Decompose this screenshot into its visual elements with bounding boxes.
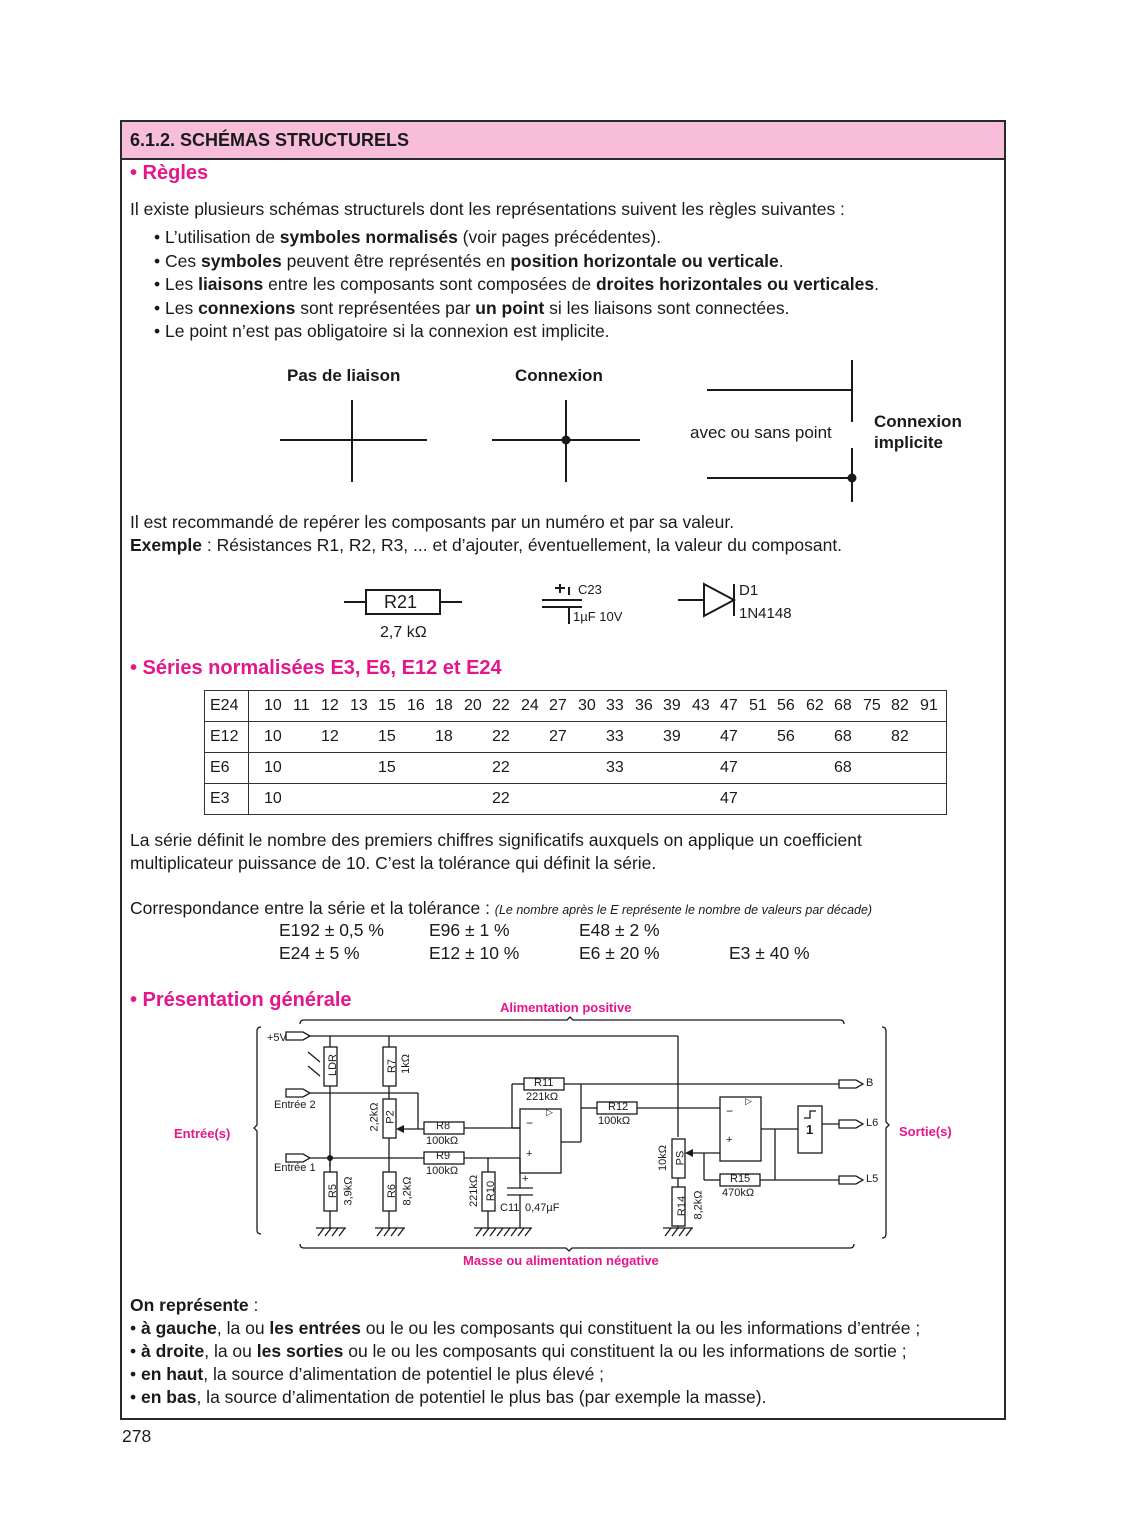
label-r7-value: 1kΩ	[399, 1054, 412, 1074]
label-input-1: Entrée 1	[274, 1162, 316, 1174]
label-r14: R14	[676, 1195, 689, 1217]
represente-item: • en haut, la source d’alimentation de potentiel le plus élevé ;	[130, 1364, 605, 1384]
ground-icon	[375, 1228, 405, 1236]
light-arrows-icon	[308, 1052, 320, 1076]
capacitor-value: 1µF 10V	[573, 609, 623, 624]
label-r11: R11	[534, 1077, 554, 1089]
regles-intro: Il existe plusieurs schémas structurels dont les représentations suivent les règles suivantes :	[130, 199, 845, 219]
series-name: E6	[205, 753, 249, 784]
heading-regles: • Règles	[130, 162, 209, 184]
series-values: 10 12 15 18 22 27 33 39 47 56 68 82	[249, 722, 947, 753]
label-r10-value: 221kΩ	[468, 1174, 481, 1208]
label-output-l6: L6	[866, 1117, 879, 1129]
represente-item: • à droite, la ou les sorties ou le ou les composants qui constituent la ou les informations de sortie ;	[130, 1341, 907, 1361]
label-p2: P2	[384, 1110, 397, 1124]
brace-top	[300, 1017, 844, 1024]
label-ldr: LDR	[327, 1053, 340, 1077]
heading-series: • Séries normalisées E3, E6, E12 et E24	[130, 657, 502, 679]
tolerance: E12 ± 10 %	[429, 943, 520, 963]
label-r15-value: 470kΩ	[722, 1187, 755, 1199]
label-inputs: Entrée(s)	[174, 1126, 231, 1141]
label-supply: +5V	[267, 1032, 287, 1044]
diode-name: D1	[739, 582, 759, 599]
table-row	[205, 784, 947, 815]
table-row	[205, 691, 947, 722]
tolerance: E96 ± 1 %	[429, 920, 510, 940]
opamp1-plus: +	[526, 1148, 533, 1160]
diode-ref: 1N4148	[739, 605, 792, 622]
regles-bullet: • Ces symboles peuvent être représentés en position horizontale ou verticale.	[154, 250, 784, 271]
series-explain-1: La série définit le nombre des premiers chiffres significatifs auxquels on applique un coefficient	[130, 830, 862, 850]
series-correspondence: Correspondance entre la série et la tolérance : (Le nombre après le E représente le nombre de valeurs par décade)	[130, 898, 873, 918]
label-implicit-2: implicite	[874, 433, 943, 452]
label-r5: R5	[327, 1183, 340, 1199]
table-row	[205, 753, 947, 784]
label-r5-value: 3,9kΩ	[342, 1176, 355, 1206]
label-r9-value: 100kΩ	[426, 1165, 459, 1177]
series-table	[204, 690, 947, 815]
label-r15: R15	[730, 1173, 751, 1185]
regles-bullet: • L’utilisation de symboles normalisés (voir pages précédentes).	[154, 227, 662, 247]
opamp1-minus: −	[526, 1116, 534, 1130]
regles-bullet: • Les liaisons entre les composants sont composées de droites horizontales ou verticales.	[154, 274, 879, 294]
ground-icon	[316, 1228, 346, 1236]
label-output-b: B	[866, 1077, 874, 1089]
opamp1-symbol-icon: ▷	[546, 1107, 553, 1117]
tolerance: E3 ± 40 %	[729, 943, 810, 963]
label-output-l5: L5	[866, 1173, 879, 1185]
no-link-cross-icon	[280, 400, 427, 482]
label-p2-value: 2,2kΩ	[368, 1102, 381, 1132]
tolerance: E6 ± 20 %	[579, 943, 660, 963]
label-connection: Connexion	[515, 366, 603, 385]
opamp2-symbol-icon: ▷	[745, 1096, 752, 1106]
section-title: 6.1.2. SCHÉMAS STRUCTURELS	[130, 130, 410, 150]
component-examples	[122, 577, 1004, 657]
section-frame	[120, 120, 1006, 1420]
example-text: Exemple : Résistances R1, R2, R3, ... et d’ajouter, éventuellement, la valeur du composant.	[130, 535, 843, 555]
table-row	[205, 722, 947, 753]
label-c11-plus: +	[522, 1173, 529, 1185]
series-values: 10 15 22 33 47 68	[249, 753, 947, 784]
represente-item: • en bas, la source d’alimentation de potentiel le plus bas (par exemple la masse).	[130, 1387, 767, 1407]
label-c11-value: 0,47µF	[525, 1202, 560, 1214]
tolerance: E192 ± 0,5 %	[279, 920, 384, 940]
resistor-name: R21	[384, 592, 418, 612]
series-name: E3	[205, 784, 249, 815]
label-r6-value: 8,2kΩ	[401, 1176, 414, 1206]
tolerance: E24 ± 5 %	[279, 943, 360, 963]
circuit-diagram	[122, 122, 1004, 382]
heading-presentation: • Présentation générale	[130, 989, 352, 1011]
label-r12-value: 100kΩ	[598, 1115, 631, 1127]
series-name: E24	[205, 691, 249, 722]
capacitor-name: C23	[578, 582, 602, 597]
label-no-link: Pas de liaison	[287, 366, 401, 385]
label-r8-value: 100kΩ	[426, 1135, 459, 1147]
brace-right	[882, 1027, 889, 1238]
regles-bullet: • Le point n’est pas obligatoire si la connexion est implicite.	[154, 321, 610, 341]
brace-left	[254, 1027, 261, 1234]
label-r8: R8	[436, 1120, 451, 1132]
on-represente-title: On représente :	[130, 1295, 259, 1315]
label-implicit-1: Connexion	[874, 412, 962, 431]
opamp2-minus: −	[726, 1104, 734, 1118]
label-r11-value: 221kΩ	[526, 1091, 559, 1103]
diode-icon	[678, 584, 734, 616]
ground-icon	[474, 1228, 532, 1236]
label-input-2: Entrée 2	[274, 1099, 316, 1111]
opamp2-plus: +	[726, 1134, 733, 1146]
brace-bottom	[300, 1244, 854, 1251]
label-r7: R7	[386, 1058, 399, 1074]
schmitt-trigger-label: 1	[806, 1122, 814, 1137]
label-c11: C11	[500, 1202, 520, 1214]
series-values: 10 11 12 13 15 16 18 20 22 24 27 30 33 36 39 43 47 51 56 62 68 75 82 91	[249, 691, 947, 722]
label-r14-value: 8,2kΩ	[692, 1190, 705, 1220]
regles-bullet: • Les connexions sont représentées par un point si les liaisons sont connectées.	[154, 297, 790, 318]
label-ps-value: 10kΩ	[656, 1145, 669, 1171]
resistor-value: 2,7 kΩ	[380, 624, 427, 641]
series-values: 10 22 47	[249, 784, 947, 815]
page-number: 278	[122, 1426, 152, 1446]
label-with-or-without-dot: avec ou sans point	[690, 423, 832, 442]
label-r10: R10	[485, 1180, 498, 1202]
represente-item: • à gauche, la ou les entrées ou le ou les composants qui constituent la ou les informations d’entrée ;	[130, 1318, 921, 1338]
label-outputs: Sortie(s)	[899, 1124, 952, 1139]
tolerance: E48 ± 2 %	[579, 920, 660, 940]
label-r6: R6	[386, 1183, 399, 1199]
label-ps: PS	[674, 1150, 687, 1166]
label-ground: Masse ou alimentation négative	[463, 1253, 659, 1268]
recommend-text: Il est recommandé de repérer les composants par un numéro et par sa valeur.	[130, 512, 735, 532]
series-explain-2: multiplicateur puissance de 10. C’est la tolérance qui définit la série.	[130, 853, 657, 873]
label-r12: R12	[608, 1101, 629, 1113]
label-positive-supply: Alimentation positive	[500, 1000, 632, 1015]
label-r9: R9	[436, 1150, 451, 1162]
ground-icon	[663, 1228, 693, 1236]
series-name: E12	[205, 722, 249, 753]
